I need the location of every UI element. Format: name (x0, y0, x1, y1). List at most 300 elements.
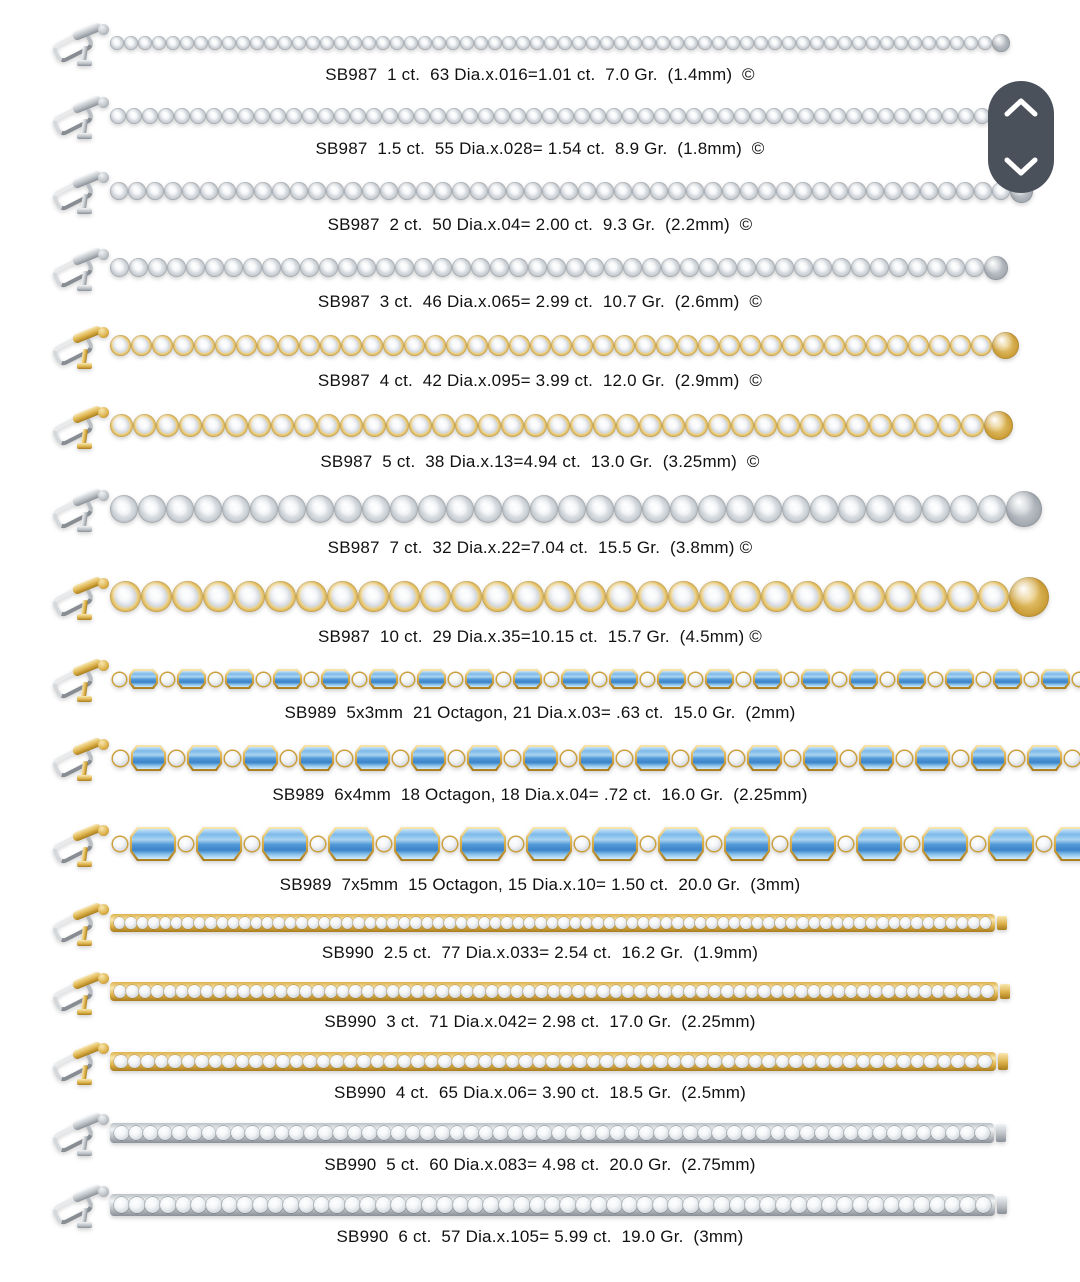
bezel-diamond-stone (376, 258, 395, 277)
round-diamond (1025, 673, 1038, 686)
round-diamond (225, 751, 240, 766)
prong-diamond (573, 1055, 587, 1069)
prong-diamond (808, 985, 820, 997)
prong-diamond (897, 1055, 911, 1069)
prong-diamond (721, 985, 733, 997)
bezel-diamond-stone (129, 258, 148, 277)
octagon-topaz-stone (849, 669, 878, 689)
bracelet-caption: SB987 1 ct. 63 Dia.x.016=1.01 ct. 7.0 Gr. (1.4mm) © (325, 65, 755, 84)
prong-diamond (944, 985, 956, 997)
round-diamond (971, 837, 985, 851)
prong-diamond (312, 985, 324, 997)
bezel-diamond-stone (642, 495, 670, 523)
prong-diamond (289, 1126, 304, 1141)
prong-diamond (387, 985, 399, 997)
bezel-diamond-stone (182, 182, 200, 200)
bezel-diamond-stone (570, 414, 593, 437)
prong-diamond (795, 985, 807, 997)
bezel-diamond-stone (884, 182, 902, 200)
bezel-diamond-stone (544, 36, 558, 50)
prong-diamond (854, 917, 865, 928)
prong-diamond (684, 985, 696, 997)
bracelet-photo (52, 28, 1080, 58)
bezel-diamond-stone (670, 36, 684, 50)
bezel-diamond-stone (830, 182, 848, 200)
bezel-diamond-stone (524, 414, 547, 437)
stone-row (110, 34, 1010, 52)
prong-diamond (672, 917, 683, 928)
prong-diamond (273, 917, 284, 928)
bezel-diamond-stone (974, 182, 992, 200)
prong-diamond (727, 1126, 742, 1141)
bezel-diamond-stone (776, 182, 794, 200)
bezel-diamond-stone (404, 36, 418, 50)
clasp-pin (81, 1136, 88, 1152)
bezel-diamond-stone (446, 36, 460, 50)
prong-diamond (473, 985, 485, 997)
prong-diamond (249, 1055, 263, 1069)
prong-diamond (535, 985, 547, 997)
round-diamond (161, 673, 174, 686)
bezel-diamond-stone (593, 414, 616, 437)
clasp-foot (77, 1222, 92, 1228)
prong-diamond (508, 1126, 523, 1141)
prong-diamond (960, 1197, 975, 1212)
bracelet-photo (52, 174, 1080, 208)
prong-diamond (830, 1055, 844, 1069)
prong-diamond (365, 917, 376, 928)
prong-diamond (752, 917, 763, 928)
clasp-pin (81, 270, 88, 286)
bezel-diamond-stone (677, 335, 698, 356)
clasp-knob (98, 1186, 109, 1197)
bezel-diamond-stone (920, 182, 938, 200)
topaz-facets (179, 671, 204, 687)
bracelet-photo (52, 406, 1080, 445)
bezel-diamond-stone (702, 108, 718, 124)
prong-diamond (195, 1055, 209, 1069)
bezel-diamond-stone (586, 495, 614, 523)
bezel-diamond-stone (138, 36, 152, 50)
bezel-diamond-stone (862, 108, 878, 124)
prong-diamond (145, 1197, 160, 1212)
prong-diamond (201, 985, 213, 997)
prong-diamond (622, 985, 634, 997)
prong-diamond (911, 1055, 925, 1069)
prong-diamond (907, 985, 919, 997)
prong-diamond (597, 985, 609, 997)
bracelet-row (0, 738, 1080, 805)
prong-diamond (444, 917, 455, 928)
bezel-diamond-stone (761, 335, 782, 356)
bracelet-row (0, 250, 1080, 312)
stone-row (110, 827, 1080, 861)
prong-diamond (560, 1055, 574, 1069)
bezel-diamond-stone (433, 258, 452, 277)
bezel-diamond-stone (326, 182, 344, 200)
bezel-diamond-stone (395, 258, 414, 277)
clasp-foot (77, 614, 92, 620)
bracelet-row (0, 820, 1080, 895)
prong-diamond (114, 917, 125, 928)
scroll-up-button[interactable] (1003, 97, 1039, 119)
prong-diamond (151, 985, 163, 997)
bezel-diamond-stone (600, 36, 614, 50)
bezel-diamond-stone (542, 182, 560, 200)
topaz-facets (419, 671, 444, 687)
octagon-topaz-stone (177, 669, 206, 689)
prong-diamond (938, 1055, 952, 1069)
bezel-diamond-stone (409, 414, 432, 437)
prong-diamond (749, 1055, 763, 1069)
prong-diamond (342, 917, 353, 928)
bezel-diamond-stone (494, 108, 510, 124)
bezel-diamond-stone (327, 581, 358, 612)
prong-diamond (684, 917, 695, 928)
round-diamond (897, 751, 912, 766)
bracelet-end-tab (1000, 984, 1010, 999)
prong-diamond (360, 1197, 375, 1212)
octagon-topaz-stone (328, 827, 374, 861)
round-diamond (1009, 751, 1024, 766)
prong-diamond (887, 1126, 902, 1141)
prong-diamond (314, 1197, 329, 1212)
topaz-facets (899, 671, 924, 687)
bezel-diamond-stone (794, 182, 812, 200)
bracelet-end-tab (998, 1053, 1008, 1070)
octagon-topaz-stone (801, 669, 830, 689)
bezel-diamond-stone (133, 414, 156, 437)
topaz-facets (563, 671, 588, 687)
stone-row (110, 982, 1010, 1000)
prong-diamond (845, 985, 857, 997)
prong-diamond (740, 917, 751, 928)
clasp-pin (81, 348, 88, 364)
prong-diamond (245, 1126, 260, 1141)
prong-diamond (410, 917, 421, 928)
bracelet-row (0, 406, 1080, 472)
octagon-topaz-stone (513, 669, 542, 689)
round-diamond (257, 673, 270, 686)
bezel-diamond-stone (141, 581, 172, 612)
bezel-diamond-stone (432, 36, 446, 50)
octagon-topaz-stone (561, 669, 590, 689)
bezel-diamond-stone (878, 108, 894, 124)
prong-diamond (300, 985, 312, 997)
bezel-diamond-stone (922, 36, 936, 50)
bezel-diamond-stone (404, 335, 425, 356)
prong-diamond (237, 1197, 252, 1212)
octagon-topaz-stone (394, 827, 440, 861)
bezel-diamond-stone (272, 182, 290, 200)
prong-diamond (923, 917, 934, 928)
bezel-diamond-stone (363, 414, 386, 437)
prong-diamond (182, 1055, 196, 1069)
bezel-diamond-stone (593, 335, 614, 356)
bracelet-caption: SB987 7 ct. 32 Dia.x.22=7.04 ct. 15.5 Gr. (3.8mm) © (327, 538, 753, 557)
clasp-knob (98, 407, 109, 418)
prong-diamond (547, 917, 558, 928)
box-clasp-end (992, 332, 1019, 359)
prong-diamond (530, 1197, 545, 1212)
round-diamond (905, 837, 919, 851)
octagon-topaz-stone (1027, 745, 1062, 771)
prong-diamond (205, 917, 216, 928)
bezel-diamond-stone (846, 108, 862, 124)
bezel-diamond-stone (250, 36, 264, 50)
prong-diamond (213, 985, 225, 997)
prong-diamond (160, 917, 171, 928)
prong-diamond (832, 917, 843, 928)
bezel-diamond-stone (390, 36, 404, 50)
bezel-diamond-stone (528, 258, 547, 277)
round-diamond (443, 837, 457, 851)
prong-diamond (202, 1126, 217, 1141)
prong-diamond (506, 1055, 520, 1069)
round-diamond (545, 673, 558, 686)
bezel-diamond-stone (110, 108, 126, 124)
bezel-diamond-stone (606, 581, 637, 612)
prong-diamond (222, 1197, 237, 1212)
bezel-diamond-stone (978, 36, 992, 50)
round-diamond (1065, 751, 1080, 766)
bezel-diamond-stone (467, 335, 488, 356)
bezel-diamond-stone (434, 182, 452, 200)
prong-diamond (957, 985, 969, 997)
bracelet-caption: SB987 2 ct. 50 Dia.x.04= 2.00 ct. 9.3 Gr. (2.2mm) © (327, 215, 753, 234)
prong-diamond (975, 1126, 990, 1141)
prong-diamond (276, 1055, 290, 1069)
bezel-diamond-stone (604, 258, 623, 277)
bezel-diamond-stone (642, 36, 656, 50)
prong-diamond (537, 1126, 552, 1141)
bracelet-caption: SB989 6x4mm 18 Octagon, 18 Dia.x.04= .72 ct. 16.0 Gr. (2.25mm) (272, 785, 808, 804)
prong-diamond (791, 1197, 806, 1212)
clasp-pin (81, 1208, 88, 1224)
round-diamond (641, 837, 655, 851)
clasp-knob (98, 24, 109, 35)
bezel-diamond-stone (205, 258, 224, 277)
prong-diamond (638, 917, 649, 928)
bezel-diamond-stone (686, 182, 704, 200)
prong-diamond (318, 1126, 333, 1141)
octagon-topaz-stone (579, 745, 614, 771)
bezel-diamond-stone (880, 36, 894, 50)
round-diamond (497, 673, 510, 686)
bezel-diamond-stone (257, 335, 278, 356)
bezel-diamond-stone (596, 182, 614, 200)
bracelet-caption: SB987 10 ct. 29 Dia.x.35=10.15 ct. 15.7 Gr. (4.5mm) © (318, 627, 762, 646)
bezel-diamond-stone (978, 495, 1006, 523)
prong-diamond (433, 917, 444, 928)
bezel-diamond-stone (362, 495, 390, 523)
bezel-diamond-stone (585, 258, 604, 277)
bezel-diamond-stone (637, 581, 668, 612)
topaz-facets (462, 829, 504, 859)
prong-diamond (533, 1055, 547, 1069)
prong-diamond (411, 1055, 425, 1069)
bezel-diamond-stone (420, 581, 451, 612)
chevron-down-icon (1003, 155, 1039, 177)
prong-diamond (882, 985, 894, 997)
prong-diamond (722, 1055, 736, 1069)
prong-diamond (425, 1055, 439, 1069)
bezel-diamond-stone (740, 36, 754, 50)
prong-diamond (337, 985, 349, 997)
bezel-diamond-stone (380, 182, 398, 200)
chevron-up-icon (1003, 97, 1039, 119)
prong-diamond (610, 985, 622, 997)
bezel-diamond-stone (956, 182, 974, 200)
round-diamond (841, 751, 856, 766)
bezel-diamond-stone (425, 335, 446, 356)
prong-diamond (345, 1197, 360, 1212)
bezel-diamond-stone (501, 414, 524, 437)
prong-diamond (524, 917, 535, 928)
topaz-facets (659, 671, 684, 687)
bezel-diamond-stone (516, 36, 530, 50)
bracelet-clasp (52, 656, 110, 702)
prong-diamond (238, 985, 250, 997)
prong-diamond (546, 1055, 560, 1069)
bezel-diamond-stone (490, 258, 509, 277)
prong-diamond (815, 1126, 830, 1141)
bezel-diamond-stone (614, 36, 628, 50)
octagon-topaz-stone (467, 745, 502, 771)
octagon-topaz-stone (592, 827, 638, 861)
prong-diamond (216, 1126, 231, 1141)
bezel-diamond-stone (950, 36, 964, 50)
topaz-facets (861, 747, 892, 769)
bezel-diamond-stone (908, 258, 927, 277)
scroll-down-button[interactable] (1003, 155, 1039, 177)
prong-diamond (330, 1055, 344, 1069)
prong-diamond (353, 917, 364, 928)
bracelet-clasp (52, 245, 110, 291)
prong-diamond (581, 917, 592, 928)
round-diamond (737, 673, 750, 686)
prong-diamond (745, 1197, 760, 1212)
prong-diamond (222, 1055, 236, 1069)
prong-diamond (290, 1055, 304, 1069)
prong-diamond (762, 1055, 776, 1069)
prong-diamond (499, 1197, 514, 1212)
prong-diamond (479, 1126, 494, 1141)
bezel-diamond-stone (292, 36, 306, 50)
clasp-pin (81, 1064, 88, 1080)
clasp-knob (98, 973, 109, 984)
topaz-facets (198, 829, 240, 859)
bezel-diamond-stone (460, 36, 474, 50)
bezel-diamond-stone (758, 182, 776, 200)
bezel-diamond-stone (964, 36, 978, 50)
clasp-knob (98, 825, 109, 836)
prong-diamond (498, 985, 510, 997)
topaz-facets (611, 671, 636, 687)
round-diamond (1037, 837, 1051, 851)
bezel-diamond-stone (509, 258, 528, 277)
round-diamond (245, 837, 259, 851)
prong-diamond (957, 917, 968, 928)
bezel-diamond-stone (300, 258, 319, 277)
prong-diamond (615, 917, 626, 928)
prong-diamond (176, 985, 188, 997)
bezel-diamond-stone (572, 335, 593, 356)
prong-diamond (467, 917, 478, 928)
clasp-pin (81, 682, 88, 698)
prong-diamond (511, 985, 523, 997)
bezel-diamond-stone (362, 36, 376, 50)
prong-diamond (785, 1126, 800, 1141)
prong-diamond (492, 1055, 506, 1069)
bracelet-clasp (52, 486, 110, 532)
octagon-topaz-stone (609, 669, 638, 689)
prong-band (110, 914, 995, 931)
round-diamond (785, 673, 798, 686)
octagon-topaz-stone (1054, 827, 1080, 861)
bezel-diamond-stone (756, 258, 775, 277)
bezel-diamond-stone (478, 108, 494, 124)
bezel-diamond-stone (814, 108, 830, 124)
bracelet-row (0, 978, 1080, 1032)
bezel-diamond-stone (560, 182, 578, 200)
bezel-diamond-stone (296, 581, 327, 612)
clasp-knob (98, 490, 109, 501)
octagon-topaz-stone (131, 745, 166, 771)
prong-diamond (820, 985, 832, 997)
bezel-diamond-stone (699, 581, 730, 612)
prong-diamond (348, 1126, 363, 1141)
prong-diamond (591, 1197, 606, 1212)
bezel-diamond-stone (632, 182, 650, 200)
topaz-facets (755, 671, 780, 687)
octagon-topaz-stone (859, 745, 894, 771)
bezel-diamond-stone (382, 108, 398, 124)
box-clasp-end (992, 34, 1010, 52)
prong-diamond (143, 1126, 158, 1141)
prong-diamond (171, 917, 182, 928)
round-diamond (575, 837, 589, 851)
topaz-facets (792, 829, 834, 859)
prong-diamond (931, 1126, 946, 1141)
prong-diamond (843, 1055, 857, 1069)
clasp-foot (77, 526, 92, 532)
bezel-diamond-stone (574, 108, 590, 124)
bezel-diamond-stone (838, 495, 866, 523)
bezel-diamond-stone (152, 36, 166, 50)
bracelet-caption: SB987 4 ct. 42 Dia.x.095= 3.99 ct. 12.0 Gr. (2.9mm) © (317, 371, 763, 390)
prong-diamond (535, 917, 546, 928)
prong-diamond (523, 985, 535, 997)
stone-row (110, 491, 1042, 527)
prong-diamond (268, 1197, 283, 1212)
octagon-topaz-stone (130, 827, 176, 861)
bezel-diamond-stone (572, 36, 586, 50)
bezel-diamond-stone (338, 258, 357, 277)
round-diamond (833, 673, 846, 686)
bezel-diamond-stone (172, 581, 203, 612)
topaz-facets (660, 829, 702, 859)
clasp-foot (77, 861, 92, 867)
bracelet-clasp (52, 735, 110, 781)
bracelet-photo (52, 100, 1080, 132)
prong-diamond (622, 1197, 637, 1212)
bracelet-clasp (52, 20, 110, 66)
octagon-topaz-stone (724, 827, 770, 861)
bracelet-photo (52, 662, 1080, 696)
prong-diamond (857, 1055, 871, 1069)
octagon-topaz-stone (971, 745, 1006, 771)
